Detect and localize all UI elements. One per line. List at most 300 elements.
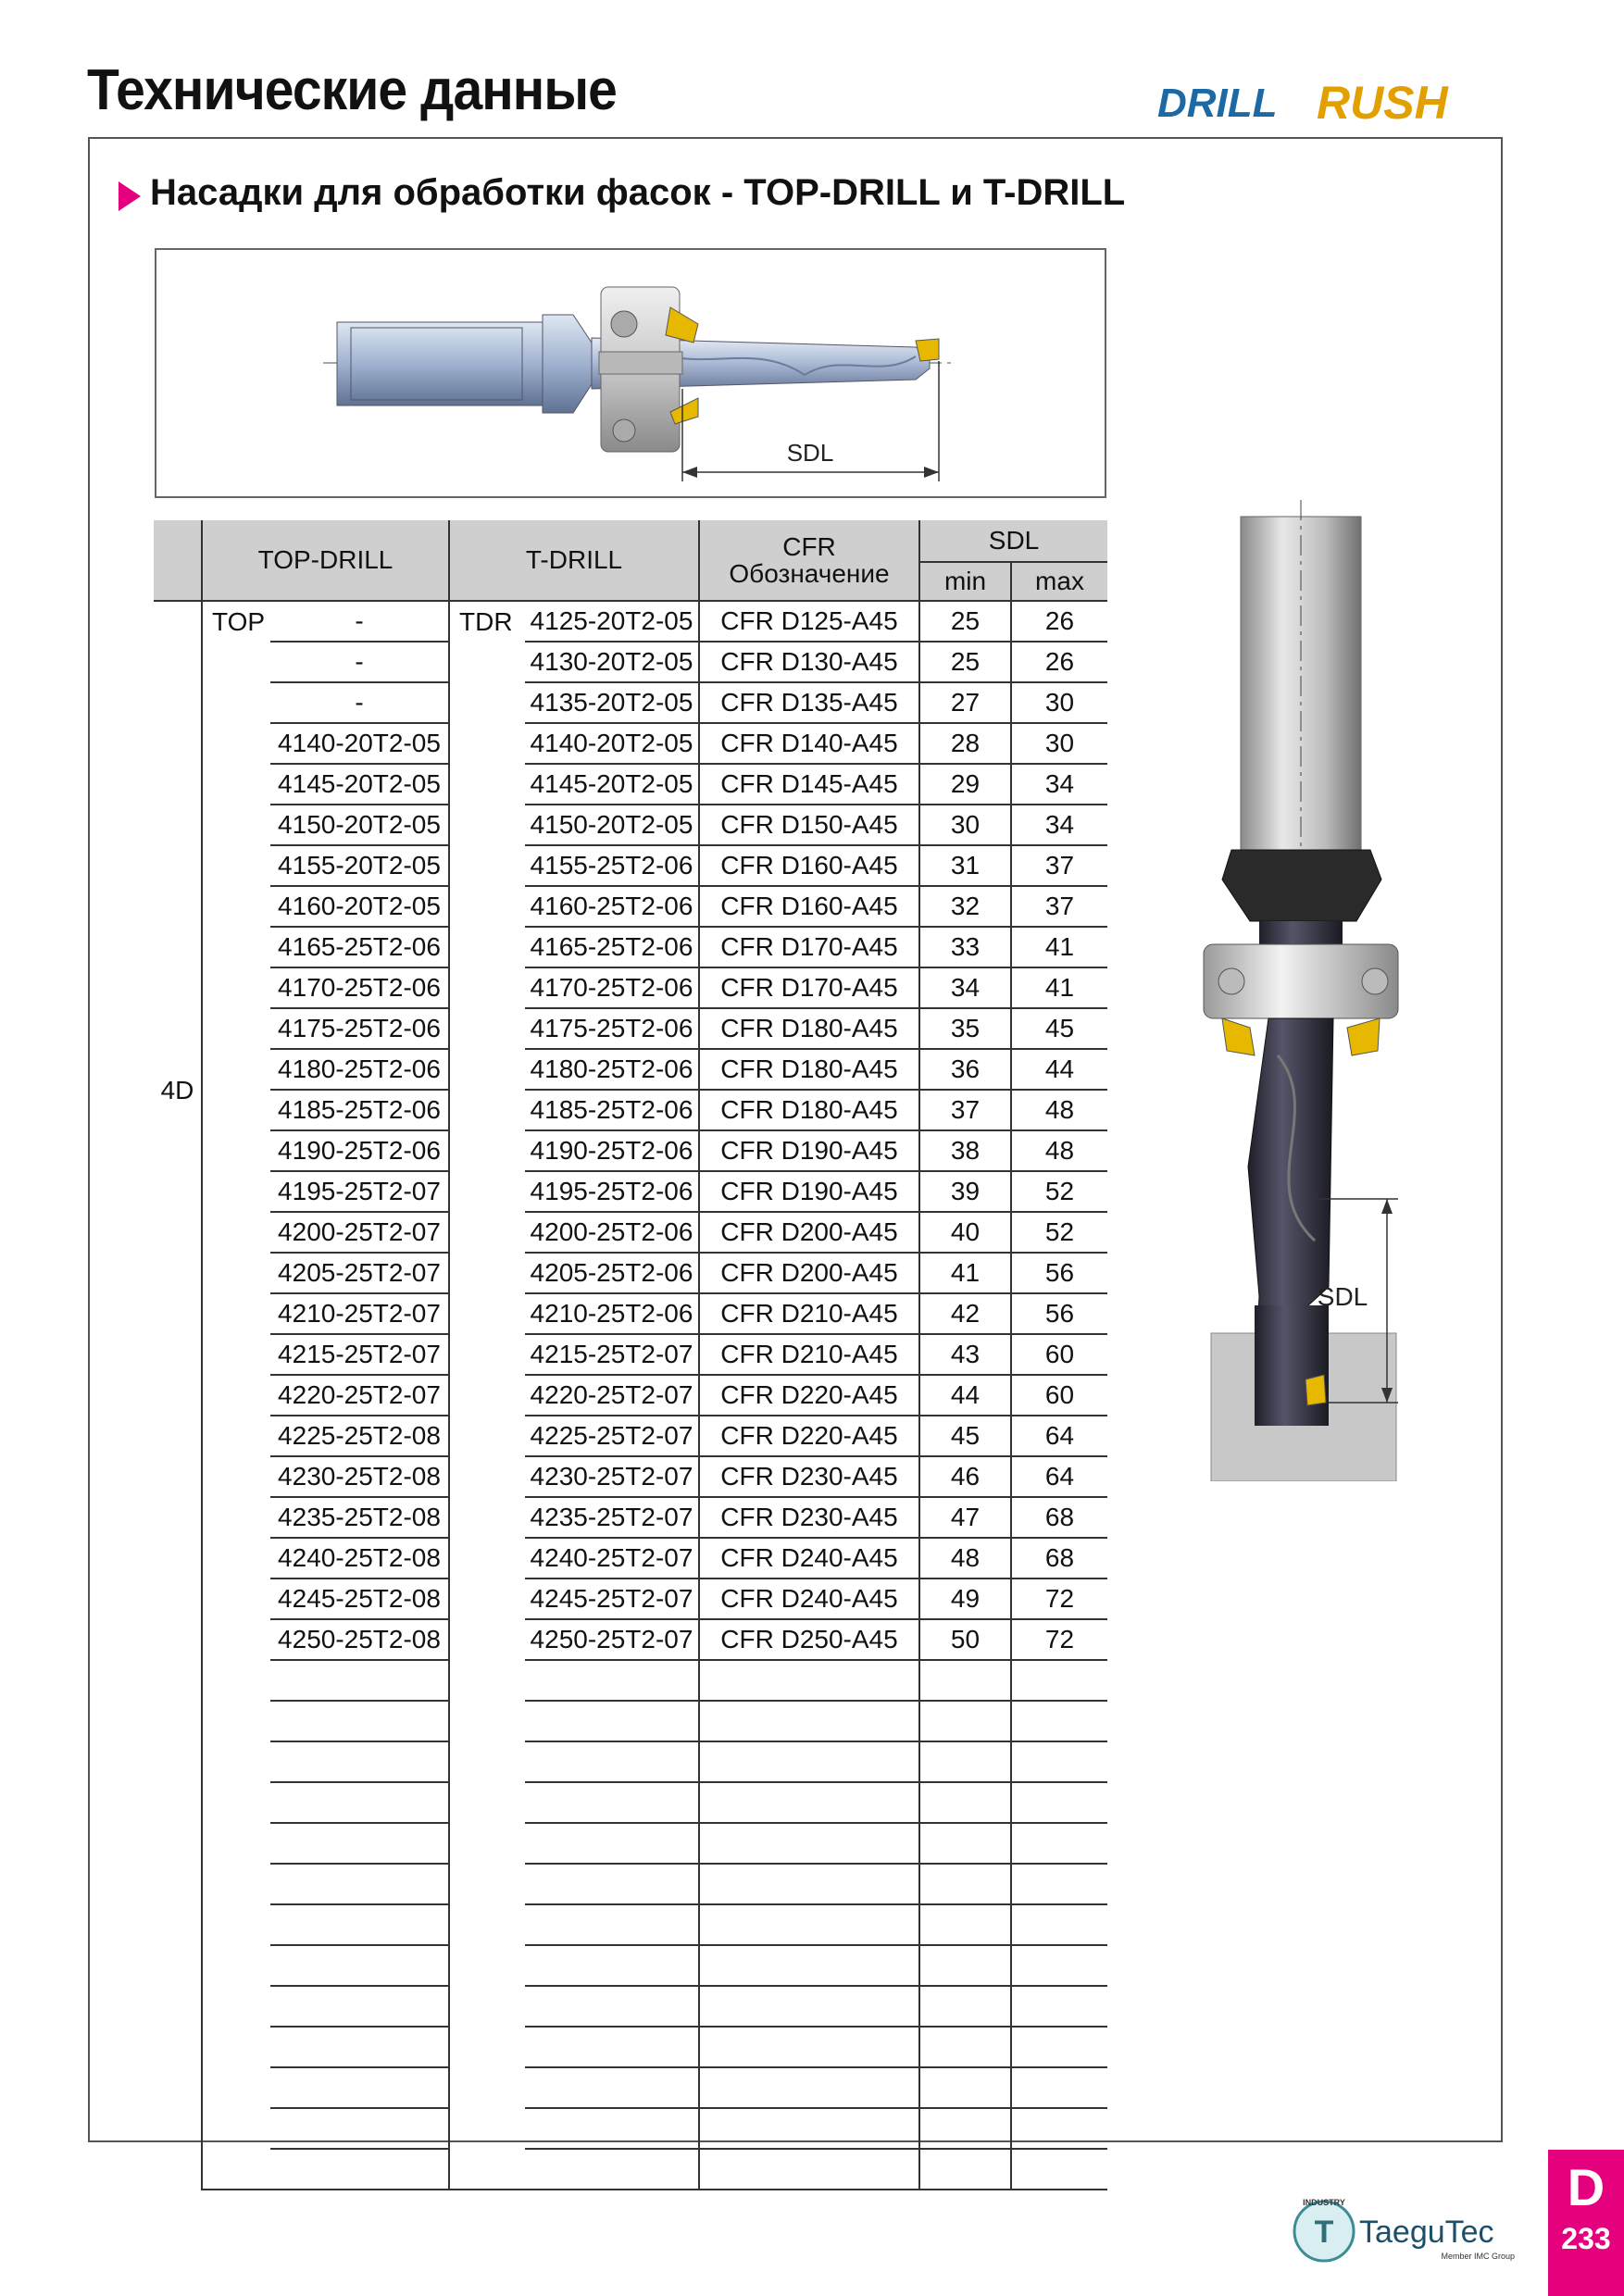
top-drill-code: 4210-25T2-07 (270, 1293, 449, 1334)
section-heading: Насадки для обработки фасок - TOP-DRILL и T-DRILL (150, 172, 1126, 213)
cfr-designation: CFR D240-A45 (699, 1578, 919, 1619)
t-prefix-cell (449, 2108, 525, 2149)
t-prefix-cell (449, 2067, 525, 2108)
top-prefix-cell (202, 1823, 270, 1864)
t-prefix-cell (449, 2027, 525, 2067)
t-drill-code: 4135-20T2-05 (525, 682, 699, 723)
sdl-min: 30 (919, 805, 1011, 845)
cfr-designation: CFR D190-A45 (699, 1171, 919, 1212)
top-drill-code: 4150-20T2-05 (270, 805, 449, 845)
cfr-designation: CFR D230-A45 (699, 1497, 919, 1538)
table-row (154, 1008, 1107, 1049)
header-sdl-min: min (919, 562, 1011, 601)
top-prefix-cell (202, 764, 270, 805)
top-drill-code: 4235-25T2-08 (270, 1497, 449, 1538)
top-drill-code: 4245-25T2-08 (270, 1578, 449, 1619)
top-prefix-cell (202, 1416, 270, 1456)
sdl-max: 56 (1011, 1293, 1107, 1334)
t-drill-code (525, 2149, 699, 2190)
top-drill-code (270, 1986, 449, 2027)
top-prefix-cell (202, 723, 270, 764)
cfr-designation: CFR D250-A45 (699, 1619, 919, 1660)
t-drill-code (525, 1945, 699, 1986)
svg-text:T: T (1314, 2215, 1334, 2250)
sdl-min: 49 (919, 1578, 1011, 1619)
sdl-max: 60 (1011, 1375, 1107, 1416)
t-prefix-cell (449, 1945, 525, 1986)
sdl-min: 43 (919, 1334, 1011, 1375)
sdl-min: 38 (919, 1130, 1011, 1171)
top-prefix-cell (202, 1619, 270, 1660)
top-drill-code (270, 1945, 449, 1986)
table-row (154, 723, 1107, 764)
logo-arc-text: INDUSTRY (1303, 2198, 1345, 2207)
sdl-min (919, 2067, 1011, 2108)
sdl-min (919, 1823, 1011, 1864)
sdl-min: 25 (919, 642, 1011, 682)
table-row (154, 642, 1107, 682)
table-row (154, 1497, 1107, 1538)
sdl-max: 26 (1011, 601, 1107, 642)
sdl-min (919, 1904, 1011, 1945)
sdl-max (1011, 1782, 1107, 1823)
sdl-max: 48 (1011, 1090, 1107, 1130)
sdl-max (1011, 1904, 1107, 1945)
t-drill-code: 4130-20T2-05 (525, 642, 699, 682)
cfr-designation: CFR D210-A45 (699, 1334, 919, 1375)
sdl-min (919, 1864, 1011, 1904)
top-drill-code: 4225-25T2-08 (270, 1416, 449, 1456)
t-drill-code (525, 1660, 699, 1701)
t-prefix-cell (449, 1416, 525, 1456)
cfr-designation: CFR D200-A45 (699, 1253, 919, 1293)
top-drill-code (270, 1904, 449, 1945)
triangle-arrow-icon (119, 181, 141, 211)
top-drill-code: 4205-25T2-07 (270, 1253, 449, 1293)
top-drill-code: 4170-25T2-06 (270, 967, 449, 1008)
table-row (154, 1293, 1107, 1334)
sdl-min: 34 (919, 967, 1011, 1008)
t-drill-code: 4250-25T2-07 (525, 1619, 699, 1660)
drill-side-view-drawing (155, 248, 1106, 498)
cfr-designation: CFR D130-A45 (699, 642, 919, 682)
t-prefix-cell (449, 1904, 525, 1945)
header-cfr-line1: CFR (782, 531, 836, 561)
table-header (154, 520, 1107, 601)
t-prefix-cell (449, 1660, 525, 1701)
sdl-max: 34 (1011, 805, 1107, 845)
top-drill-code: 4185-25T2-06 (270, 1090, 449, 1130)
t-drill-code: 4155-25T2-06 (525, 845, 699, 886)
t-drill-code: 4160-25T2-06 (525, 886, 699, 927)
cfr-designation (699, 1986, 919, 2027)
top-prefix-cell: TOP (202, 601, 270, 642)
header-blank-cell (154, 520, 202, 601)
t-drill-code (525, 1782, 699, 1823)
t-prefix-cell (449, 1619, 525, 1660)
t-prefix-cell (449, 682, 525, 723)
cfr-designation: CFR D180-A45 (699, 1090, 919, 1130)
table-row (154, 1578, 1107, 1619)
taegutec-logo-text: TaeguTec (1359, 2215, 1494, 2250)
t-prefix-cell (449, 1782, 525, 1823)
cfr-designation: CFR D190-A45 (699, 1130, 919, 1171)
sdl-min (919, 2027, 1011, 2067)
t-prefix-cell (449, 927, 525, 967)
top-drill-code (270, 1660, 449, 1701)
page-title: Технические данные (87, 58, 617, 122)
t-drill-code (525, 1864, 699, 1904)
sdl-max: 30 (1011, 682, 1107, 723)
t-prefix-cell (449, 1578, 525, 1619)
top-prefix-cell (202, 1212, 270, 1253)
sdl-min: 46 (919, 1456, 1011, 1497)
top-drill-code: 4180-25T2-06 (270, 1049, 449, 1090)
logo-text-drill: DRILL (1157, 81, 1278, 126)
table-row (154, 1171, 1107, 1212)
sdl-max (1011, 2108, 1107, 2149)
t-drill-code: 4125-20T2-05 (525, 601, 699, 642)
cfr-designation: CFR D125-A45 (699, 601, 919, 642)
top-prefix-cell (202, 1049, 270, 1090)
table-row (154, 1904, 1107, 1945)
sdl-min: 33 (919, 927, 1011, 967)
drill-illustration-vertical (1167, 500, 1444, 1481)
sdl-min: 31 (919, 845, 1011, 886)
cfr-designation (699, 1701, 919, 1741)
sdl-min (919, 1741, 1011, 1782)
sdl-max (1011, 1823, 1107, 1864)
top-drill-code: - (270, 682, 449, 723)
sdl-max: 68 (1011, 1538, 1107, 1578)
t-drill-code: 4170-25T2-06 (525, 967, 699, 1008)
top-drill-code: 4220-25T2-07 (270, 1375, 449, 1416)
sdl-max: 64 (1011, 1456, 1107, 1497)
cfr-designation (699, 1945, 919, 1986)
table-row (154, 601, 1107, 642)
t-drill-code: 4195-25T2-06 (525, 1171, 699, 1212)
table-row (154, 2067, 1107, 2108)
table-row (154, 2149, 1107, 2190)
taegutec-logo-sub: Member IMC Group (1441, 2252, 1515, 2261)
cfr-designation: CFR D150-A45 (699, 805, 919, 845)
cfr-designation: CFR D170-A45 (699, 967, 919, 1008)
top-drill-code (270, 1741, 449, 1782)
top-prefix-cell (202, 1904, 270, 1945)
top-prefix-cell (202, 1741, 270, 1782)
top-drill-code: 4145-20T2-05 (270, 764, 449, 805)
t-drill-code: 4165-25T2-06 (525, 927, 699, 967)
t-drill-code: 4210-25T2-06 (525, 1293, 699, 1334)
top-prefix-cell (202, 1293, 270, 1334)
top-prefix-cell (202, 1456, 270, 1497)
drill-illustration-horizontal (156, 250, 1105, 496)
cfr-designation: CFR D180-A45 (699, 1049, 919, 1090)
sdl-min: 28 (919, 723, 1011, 764)
t-drill-code: 4225-25T2-07 (525, 1416, 699, 1456)
table-row (154, 764, 1107, 805)
top-drill-code: 4250-25T2-08 (270, 1619, 449, 1660)
cfr-designation: CFR D220-A45 (699, 1375, 919, 1416)
t-prefix-cell (449, 1334, 525, 1375)
table-body (154, 601, 1107, 2190)
sdl-max: 37 (1011, 886, 1107, 927)
t-drill-code: 4235-25T2-07 (525, 1497, 699, 1538)
cfr-designation: CFR D160-A45 (699, 886, 919, 927)
cfr-designation (699, 2108, 919, 2149)
cfr-designation: CFR D180-A45 (699, 1008, 919, 1049)
sdl-max: 30 (1011, 723, 1107, 764)
t-prefix-cell (449, 1090, 525, 1130)
header-sdl-max: max (1011, 562, 1107, 601)
t-drill-code (525, 1741, 699, 1782)
sdl-min: 40 (919, 1212, 1011, 1253)
top-drill-code (270, 2149, 449, 2190)
t-prefix-cell (449, 2149, 525, 2190)
group-label-4d: 4D (160, 1075, 194, 1104)
cfr-designation (699, 1904, 919, 1945)
t-drill-code: 4175-25T2-06 (525, 1008, 699, 1049)
sdl-max: 41 (1011, 927, 1107, 967)
t-prefix-cell (449, 805, 525, 845)
top-prefix-cell (202, 1782, 270, 1823)
t-prefix-cell (449, 1456, 525, 1497)
logo-text-rush: RUSH (1317, 77, 1448, 129)
header-top-drill: TOP-DRILL (202, 520, 449, 601)
top-prefix-cell (202, 2027, 270, 2067)
top-prefix-cell (202, 1497, 270, 1538)
t-prefix-cell (449, 723, 525, 764)
top-prefix-cell (202, 1334, 270, 1375)
chamfer-ring-table (154, 520, 1107, 2190)
cfr-designation: CFR D140-A45 (699, 723, 919, 764)
sdl-min: 47 (919, 1497, 1011, 1538)
t-prefix-cell (449, 1293, 525, 1334)
table-row (154, 1741, 1107, 1782)
taegutec-logo (1289, 2194, 1530, 2265)
t-drill-code: 4205-25T2-06 (525, 1253, 699, 1293)
sdl-max: 72 (1011, 1578, 1107, 1619)
top-prefix-cell (202, 1986, 270, 2027)
sdl-max: 34 (1011, 764, 1107, 805)
top-prefix-cell (202, 1660, 270, 1701)
t-drill-code (525, 1823, 699, 1864)
top-drill-code (270, 2067, 449, 2108)
cfr-designation: CFR D170-A45 (699, 927, 919, 967)
sdl-max: 45 (1011, 1008, 1107, 1049)
t-prefix-cell (449, 1130, 525, 1171)
sdl-dimension-label: SDL (786, 439, 834, 467)
t-prefix-cell (449, 1171, 525, 1212)
table-row (154, 1253, 1107, 1293)
t-prefix-cell (449, 1701, 525, 1741)
t-prefix-cell (449, 1008, 525, 1049)
sdl-max: 52 (1011, 1212, 1107, 1253)
top-prefix-cell (202, 2108, 270, 2149)
cfr-designation (699, 1782, 919, 1823)
top-drill-code (270, 2027, 449, 2067)
sdl-min: 44 (919, 1375, 1011, 1416)
sdl-min: 27 (919, 682, 1011, 723)
top-drill-code: 4200-25T2-07 (270, 1212, 449, 1253)
sdl-max: 60 (1011, 1334, 1107, 1375)
table-row (154, 1538, 1107, 1578)
table-row (154, 1334, 1107, 1375)
t-drill-code: 4180-25T2-06 (525, 1049, 699, 1090)
table-row (154, 1375, 1107, 1416)
table-row (154, 682, 1107, 723)
sdl-max: 68 (1011, 1497, 1107, 1538)
top-prefix-cell (202, 1253, 270, 1293)
table-row (154, 1782, 1107, 1823)
t-drill-code: 4240-25T2-07 (525, 1538, 699, 1578)
sdl-min: 36 (919, 1049, 1011, 1090)
cfr-designation (699, 1741, 919, 1782)
header-sdl: SDL (919, 520, 1107, 562)
cfr-designation: CFR D145-A45 (699, 764, 919, 805)
cfr-designation: CFR D210-A45 (699, 1293, 919, 1334)
sdl-min (919, 1782, 1011, 1823)
t-drill-code (525, 2067, 699, 2108)
sdl-max (1011, 1945, 1107, 1986)
table-row (154, 927, 1107, 967)
top-drill-code: 4155-20T2-05 (270, 845, 449, 886)
sdl-min (919, 1945, 1011, 1986)
top-prefix-cell (202, 1171, 270, 1212)
top-drill-code: - (270, 642, 449, 682)
top-prefix-cell (202, 1090, 270, 1130)
sdl-max (1011, 1660, 1107, 1701)
cfr-designation (699, 2067, 919, 2108)
t-drill-code: 4150-20T2-05 (525, 805, 699, 845)
header-cfr (699, 520, 919, 601)
table-row (154, 1619, 1107, 1660)
top-drill-code (270, 2108, 449, 2149)
sdl-max: 41 (1011, 967, 1107, 1008)
sdl-max (1011, 2027, 1107, 2067)
cfr-designation (699, 2149, 919, 2190)
top-drill-code (270, 1864, 449, 1904)
top-drill-code (270, 1701, 449, 1741)
top-drill-code (270, 1782, 449, 1823)
cfr-designation (699, 1660, 919, 1701)
top-prefix-cell (202, 1864, 270, 1904)
table-row (154, 2108, 1107, 2149)
top-prefix-cell (202, 886, 270, 927)
top-prefix-cell (202, 1008, 270, 1049)
t-prefix-cell (449, 1823, 525, 1864)
t-prefix-cell (449, 967, 525, 1008)
sdl-max: 52 (1011, 1171, 1107, 1212)
table-row (154, 1130, 1107, 1171)
sdl-max: 26 (1011, 642, 1107, 682)
sdl-min: 25 (919, 601, 1011, 642)
top-prefix-cell (202, 1538, 270, 1578)
sdl-max: 56 (1011, 1253, 1107, 1293)
top-prefix-cell (202, 805, 270, 845)
top-prefix-cell (202, 1701, 270, 1741)
sdl-max (1011, 2149, 1107, 2190)
top-prefix-cell (202, 927, 270, 967)
sdl-min: 50 (919, 1619, 1011, 1660)
sdl-max (1011, 1701, 1107, 1741)
t-drill-code: 4145-20T2-05 (525, 764, 699, 805)
cfr-designation: CFR D135-A45 (699, 682, 919, 723)
t-drill-code (525, 1701, 699, 1741)
top-drill-code: 4175-25T2-06 (270, 1008, 449, 1049)
t-prefix-cell (449, 1253, 525, 1293)
page-number: 233 (1561, 2222, 1611, 2255)
top-drill-code: 4240-25T2-08 (270, 1538, 449, 1578)
t-prefix-cell (449, 1212, 525, 1253)
t-prefix-cell (449, 1864, 525, 1904)
top-prefix-cell (202, 1945, 270, 1986)
top-prefix-cell (202, 1375, 270, 1416)
t-prefix-cell (449, 845, 525, 886)
t-drill-code: 4230-25T2-07 (525, 1456, 699, 1497)
sdl-max: 44 (1011, 1049, 1107, 1090)
top-prefix-cell (202, 2067, 270, 2108)
t-prefix-cell (449, 1741, 525, 1782)
t-prefix-cell (449, 886, 525, 927)
table-row (154, 1986, 1107, 2027)
table-row (154, 1456, 1107, 1497)
t-prefix-cell (449, 764, 525, 805)
top-prefix-cell (202, 967, 270, 1008)
drill-rush-logo (1148, 69, 1500, 133)
table-row (154, 1864, 1107, 1904)
top-drill-code: 4160-20T2-05 (270, 886, 449, 927)
header-cfr-line2: Обозначение (729, 559, 890, 588)
sdl-min: 42 (919, 1293, 1011, 1334)
top-prefix-cell (202, 1130, 270, 1171)
sdl-max: 64 (1011, 1416, 1107, 1456)
t-drill-code (525, 1986, 699, 2027)
top-prefix-cell (202, 642, 270, 682)
sdl-min (919, 1660, 1011, 1701)
t-drill-code: 4185-25T2-06 (525, 1090, 699, 1130)
t-drill-code: 4140-20T2-05 (525, 723, 699, 764)
t-drill-code: 4220-25T2-07 (525, 1375, 699, 1416)
top-drill-code: 4140-20T2-05 (270, 723, 449, 764)
sdl-max: 72 (1011, 1619, 1107, 1660)
sdl-max (1011, 1986, 1107, 2027)
top-drill-code: 4190-25T2-06 (270, 1130, 449, 1171)
table-row (154, 1212, 1107, 1253)
sdl-min (919, 2108, 1011, 2149)
sdl-min: 35 (919, 1008, 1011, 1049)
sdl-min (919, 1986, 1011, 2027)
top-drill-code (270, 1823, 449, 1864)
cfr-designation (699, 1823, 919, 1864)
top-drill-code: 4230-25T2-08 (270, 1456, 449, 1497)
sdl-min (919, 1701, 1011, 1741)
sdl-max (1011, 1741, 1107, 1782)
t-prefix-cell (449, 1538, 525, 1578)
t-drill-code: 4190-25T2-06 (525, 1130, 699, 1171)
cfr-designation: CFR D160-A45 (699, 845, 919, 886)
sdl-max: 37 (1011, 845, 1107, 886)
cfr-designation (699, 1864, 919, 1904)
table-row (154, 886, 1107, 927)
sdl-max (1011, 2067, 1107, 2108)
top-drill-code: 4215-25T2-07 (270, 1334, 449, 1375)
top-drill-code: - (270, 601, 449, 642)
sdl-min: 39 (919, 1171, 1011, 1212)
cfr-designation: CFR D240-A45 (699, 1538, 919, 1578)
t-drill-code: 4245-25T2-07 (525, 1578, 699, 1619)
sdl-max (1011, 1864, 1107, 1904)
